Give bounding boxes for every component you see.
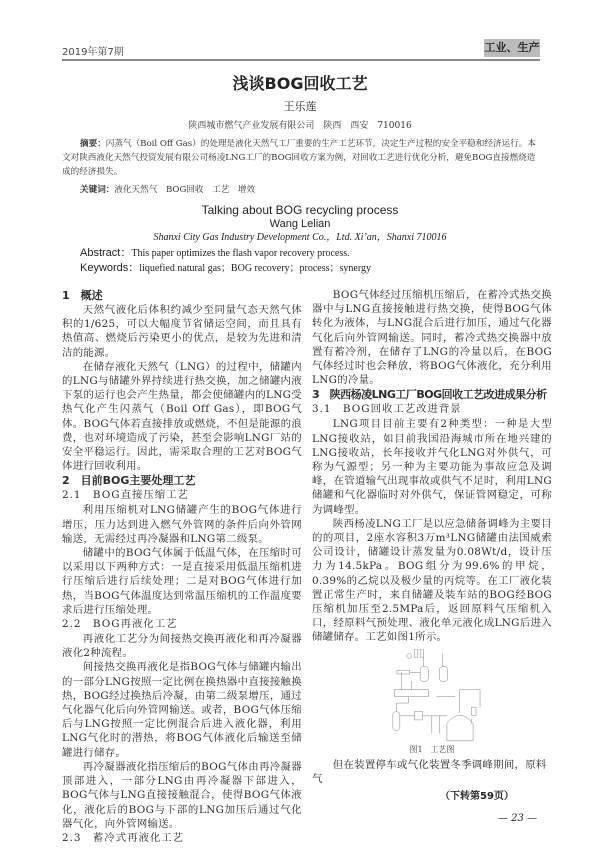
- paragraph: 再液化工艺分为间接热交换再液化和再冷凝器液化2种流程。: [62, 633, 302, 660]
- paper-title: 浅谈BOG回收工艺: [232, 74, 368, 93]
- english-affiliation: Shanxi City Gas Industry Development Co.，Ltd. Xi’an，Shanxi 710016: [153, 232, 447, 243]
- paragraph: 在储存液化天然气（LNG）的过程中，储罐内的LNG与储罐外界持续进行热交换，加之储罐内液下泵的运行也会产生热量，都会使储罐内的LNG受热气化产生闪蒸气（Boil Off Gas），即BOG气体。BOG气体若直接排放或燃烧，不但是能源的浪费，也对环境造成了污染，甚至会影响LNG厂站的安全平稳运行。因此，需采取合理的工艺对BOG气体进行回收利用。: [62, 360, 302, 473]
- paragraph: BOG气体经过压缩机压缩后，在蓄冷式热交换器中与LNG直接接触进行热交换，使得BOG气体转化为液体，与LNG混合后进行加压，通过气化器气化后向外管网输送。同时，蓄冷式热交换器中放置有蓄冷剂，在储存了LNG的冷量以后，在BOG气体经过时也会释放，将BOG气体液化，充分利用LNG的冷量。: [312, 289, 552, 387]
- english-title: Talking about BOG recycling process: [201, 203, 399, 217]
- paragraph: 天然气液化后体积约减少至同量气态天然气体积的1/625，可以大幅度节省储运空间，而且具有热值高、燃烧后污染更小的优点，是较为先进和清洁的能源。: [62, 304, 302, 359]
- affiliation: 陕西城市燃气产业发展有限公司 陕西 西安 710016: [188, 121, 412, 131]
- english-abstract-label: Abstract：: [80, 247, 132, 259]
- paragraph: 储罐中的BOG气体属于低温气体，在压缩时可以采用以下两种方式：一是直接采用低温压缩机进行压缩后进行后续处理；二是对BOG气体进行加热，当BOG气体温度达到常温压缩机的工作温度要求后进行压缩处理。: [62, 547, 302, 616]
- paragraph: LNG项目目前主要有2种类型：一种是大型LNG接收站，如目前我国沿海城市所在地兴建的LNG接收站，长年接收并气化LNG对外供气，可称为气源型；另一种为主要功能为事故应急及调峰，在管道输气出现事故或供气不足时，利用LNG储罐和气化器临时对外供气，保证管网稳定，可称为调峰型。: [312, 418, 552, 516]
- keywords-text: 液化天然气 BOG回收 工艺 增效: [114, 185, 256, 195]
- english-keywords: [80, 262, 371, 275]
- section-badge: 工业、生产: [484, 39, 540, 57]
- subsection-heading: 2.2 BOG再液化工艺: [62, 618, 178, 631]
- header-divider: [62, 59, 540, 61]
- right-column: [312, 288, 552, 645]
- continued-note: （下转第59页）: [440, 791, 514, 802]
- abstract-text: 闪蒸气（Boil Off Gas）的处理是液化天然气工厂重要的生产工艺环节，决定生产过程的安全平稳和经济运行。本文对陕西液化天然气投资发展有限公司杨凌LNG工厂的BOG回收方案为例，对回收工艺进行优化分析，避免BOG直接燃烧造成的经济损失。: [62, 139, 536, 177]
- english-abstract-text: This paper optimizes the flash vapor recovery process.: [131, 248, 350, 259]
- section-heading: 1 概述: [62, 289, 103, 302]
- english-abstract: [80, 247, 350, 260]
- subsection-heading: 2.3 蓄冷式再液化工艺: [62, 831, 185, 844]
- paragraph: 间接热交换再液化是指BOG气体与储罐内输出的一部分LNG按照一定比例在换热器中直接接触换热，BOG经过换热后冷凝，由第二级泵增压，通过气化器气化后向外管网输送。或者，BOG气体压缩后与LNG按照一定比例混合后进入液化器，利用LNG气化时的潜热，将BOG气体液化后输送至储罐进行储存。: [62, 661, 302, 759]
- abstract-label: 摘要：: [80, 139, 106, 149]
- english-keywords-label: Keywords：: [80, 262, 140, 274]
- paragraph: 陕西杨凌LNG工厂是以应急储备调峰为主要目的的项目，2座水容积3万m³LNG储罐由法国威索公司设计，储罐设计蒸发量为0.08Wt/d，设计压力为14.5kPa。BOG组分为99.6%的甲烷，0.39%的乙烷以及极少量的丙烷等。在工厂液化装置正常生产时，来自储罐及装车站的BOG经BOG压缩机加压至2.5MPa后，返回原料气压缩机入口，经原料气预处理、液化单元液化成LNG后进入储罐储存。工艺如图1所示。: [312, 517, 552, 644]
- page-number: — 23 —: [498, 813, 538, 824]
- keywords-label: 关键词：: [80, 185, 115, 195]
- subsection-heading: 3.1 BOG回收工艺改进背景: [312, 403, 462, 416]
- process-flow-diagram: [355, 649, 515, 742]
- keywords: [80, 184, 255, 197]
- paragraph: 再冷凝器液化指压缩后的BOG气体由再冷凝器顶部进入，一部分LNG由再冷凝器下部进入，BOG气体与LNG直接接触混合，使得BOG气体液化，液化后的BOG与下部的LNG加压后通过气化器气化，向外管网输送。: [62, 760, 302, 830]
- english-keywords-text: liquefied natural gas；BOG recovery；process；synergy: [139, 263, 371, 274]
- left-column: [62, 288, 302, 846]
- paragraph: 利用压缩机对LNG储罐产生的BOG气体进行增压，压力达到进入燃气外管网的条件后向外管网输送，无需经过再冷凝器和LNG第二级泵。: [62, 504, 302, 545]
- journal-issue: 2019年第7期: [62, 47, 124, 58]
- figure-caption: 图1 工艺图: [409, 745, 455, 754]
- subsection-heading: 2.1 BOG直接压缩工艺: [62, 489, 189, 502]
- author: 王乐莲: [283, 100, 317, 113]
- abstract: [62, 137, 540, 179]
- english-author: Wang Lelian: [269, 218, 331, 230]
- paragraph: 但在装置停车或气化装置冬季调峰期间，原料气: [312, 759, 547, 785]
- section-heading: 3 陕西杨凌LNG工厂BOG回收工艺改进成果分析: [312, 388, 547, 402]
- section-heading: 2 目前BOG主要处理工艺: [62, 474, 196, 488]
